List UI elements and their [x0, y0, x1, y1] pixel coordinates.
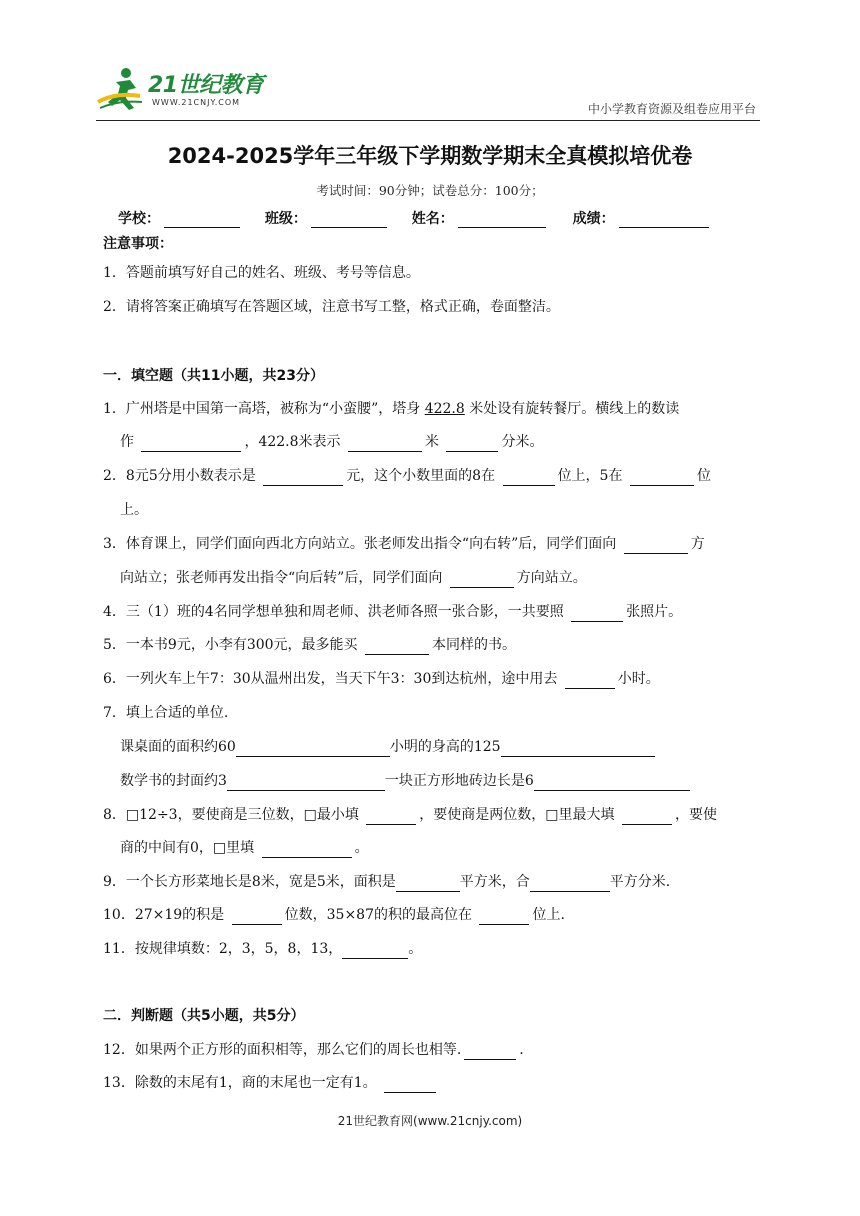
q1-line1: 1．广州塔是中国第一高塔，被称为“小蛮腰”，塔身 422.8 米处设有旋转餐厅。横线上的数读 — [103, 401, 680, 417]
answer-blank[interactable] — [501, 741, 655, 757]
name-field[interactable] — [412, 208, 546, 228]
q11: 11．按规律填数：2，3，5，8，13， 。 — [103, 941, 423, 957]
score-label: 成绩： — [572, 211, 615, 227]
q8-line2: 商的中间有0，□里填 。 — [120, 840, 369, 856]
answer-blank[interactable] — [366, 809, 416, 825]
q7-line2: 数学书的封面约3 一块正方形地砖边长是6 — [120, 771, 690, 791]
q2-line1: 2．8元5分用小数表示是 元，这个小数里面的8在 位上，5在 位 — [103, 468, 711, 484]
answer-blank[interactable] — [534, 775, 690, 791]
student-info-fields — [118, 208, 723, 228]
header-divider — [96, 120, 760, 121]
answer-blank[interactable] — [263, 470, 343, 486]
runner-icon — [96, 66, 152, 112]
site-logo — [96, 66, 266, 114]
answer-blank[interactable] — [464, 1044, 516, 1060]
answer-blank[interactable] — [622, 809, 672, 825]
q12: 12．如果两个正方形的面积相等，那么它们的周长也相等. . — [103, 1042, 524, 1058]
section1-heading: 一．填空题（共11小题，共23分） — [103, 368, 324, 384]
name-blank[interactable] — [458, 213, 546, 228]
answer-blank[interactable] — [446, 436, 498, 452]
answer-blank[interactable] — [450, 572, 514, 588]
answer-blank[interactable] — [384, 1077, 436, 1093]
notes-heading: 注意事项： — [103, 236, 173, 252]
platform-label: 中小学教育资源及组卷应用平台 — [587, 102, 756, 116]
answer-blank[interactable] — [396, 876, 460, 892]
page-footer: 21世纪教育网(www.21cnjy.com) — [337, 1114, 523, 1128]
q7: 7．填上合适的单位. — [103, 705, 229, 721]
note-1: 1．答题前填写好自己的姓名、班级、考号等信息。 — [103, 265, 420, 281]
q9: 9．一个长方形菜地长是8米，宽是5米，面积是 平方米，合 平方分米. — [103, 874, 671, 890]
logo-url: WWW.21CNJY.COM — [152, 98, 241, 107]
class-blank[interactable] — [311, 213, 387, 228]
school-field[interactable] — [118, 208, 240, 228]
answer-blank[interactable] — [227, 775, 385, 791]
q5: 5．一本书9元，小李有300元，最多能买 本同样的书。 — [103, 637, 516, 653]
answer-blank[interactable] — [342, 943, 408, 959]
answer-blank[interactable] — [141, 436, 241, 452]
answer-blank[interactable] — [624, 538, 688, 554]
q4: 4．三（1）班的4名同学想单独和周老师、洪老师各照一张合影，一共要照 张照片。 — [103, 604, 683, 620]
answer-blank[interactable] — [503, 470, 555, 486]
class-label: 班级： — [264, 211, 307, 227]
q7-line1: 课桌面的面积约60 小明的身高的125 — [120, 737, 655, 757]
page-header — [0, 0, 860, 122]
q2-line2: 上。 — [120, 502, 148, 518]
answer-blank[interactable] — [630, 470, 694, 486]
answer-blank[interactable] — [348, 436, 422, 452]
answer-blank[interactable] — [262, 842, 352, 858]
answer-blank[interactable] — [565, 673, 615, 689]
answer-blank[interactable] — [530, 876, 610, 892]
answer-blank[interactable] — [232, 909, 282, 925]
score-field[interactable] — [573, 208, 709, 228]
class-field[interactable] — [265, 208, 387, 228]
q1-line2: 作 ，422.8米表示 米 分米。 — [120, 434, 544, 450]
q13: 13．除数的末尾有1，商的末尾也一定有1。 — [103, 1073, 439, 1093]
school-label: 学校： — [118, 211, 160, 227]
section2-heading: 二．判断题（共5小题，共5分） — [103, 1008, 305, 1024]
q3-line2: 向站立；张老师再发出指令“向后转”后，同学们面向 方向站立。 — [120, 570, 587, 586]
school-blank[interactable] — [164, 213, 240, 228]
note-2: 2．请将答案正确填写在答题区域，注意书写工整，格式正确，卷面整洁。 — [103, 299, 560, 315]
score-blank[interactable] — [619, 213, 709, 228]
logo-text: 21世纪教育 — [148, 73, 264, 98]
q8-line1: 8．□12÷3，要使商是三位数，□最小填 ，要使商是两位数，□里最大填 ，要使 — [103, 807, 717, 823]
answer-blank[interactable] — [571, 606, 623, 622]
name-label: 姓名： — [411, 211, 454, 227]
answer-blank[interactable] — [479, 909, 529, 925]
exam-info: 考试时间：90分钟；试卷总分：100分； — [316, 183, 544, 198]
q1-underlined-number: 422.8 — [424, 401, 465, 417]
q3-line1: 3．体育课上，同学们面向西北方向站立。张老师发出指令“向右转”后，同学们面向 方 — [103, 536, 705, 552]
page-title: 2024-2025学年三年级下学期数学期末全真模拟培优卷 — [167, 144, 693, 168]
answer-blank[interactable] — [236, 741, 390, 757]
q10: 10．27×19的积是 位数，35×87的积的最高位在 位上. — [103, 907, 565, 923]
q6: 6．一列火车上午7：30从温州出发，当天下午3：30到达杭州，途中用去 小时。 — [103, 671, 660, 687]
answer-blank[interactable] — [365, 639, 429, 655]
